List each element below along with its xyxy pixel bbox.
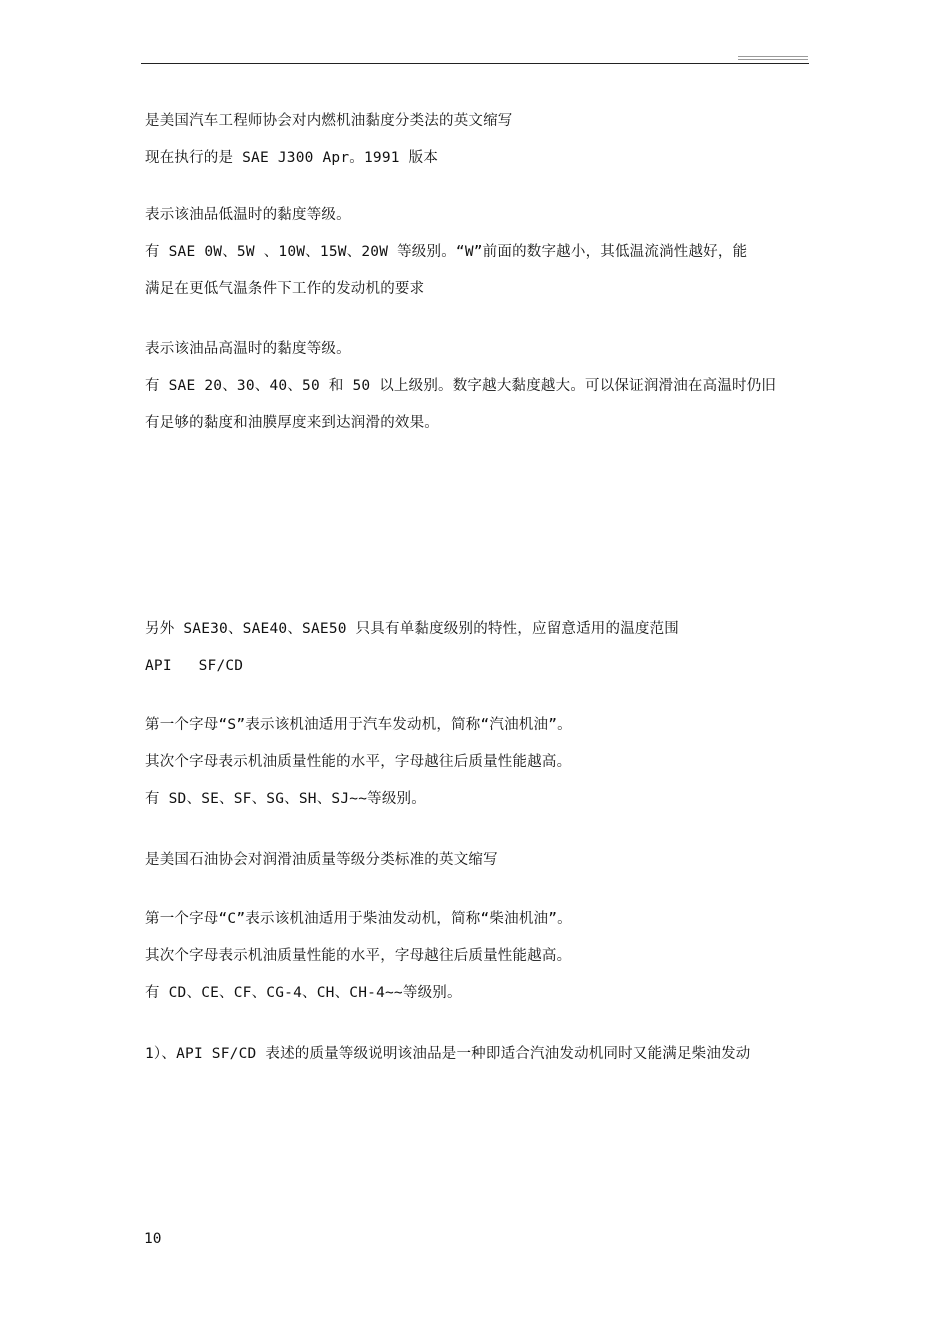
text-line: 有 SAE 0W、5W 、10W、15W、20W 等级别。“W”前面的数字越小，其低温流淌性越好，能: [145, 244, 748, 260]
header-rule: [141, 63, 809, 64]
header-decoration-line: [738, 59, 808, 60]
text-line: 是美国汽车工程师协会对内燃机油黏度分类法的英文缩写: [145, 113, 513, 129]
text-line: 是美国石油协会对润滑油质量等级分类标准的英文缩写: [145, 852, 498, 868]
text-line: 有 CD、CE、CF、CG-4、CH、CH-4~~等级别。: [145, 985, 462, 1001]
text-line: 满足在更低气温条件下工作的发动机的要求: [145, 281, 425, 297]
text-line: API SF/CD: [145, 658, 244, 674]
text-line: 表示该油品低温时的黏度等级。: [145, 207, 351, 223]
page-number: 10: [144, 1231, 162, 1247]
text-line: 第一个字母“C”表示该机油适用于柴油发动机，简称“柴油机油”。: [145, 911, 572, 927]
text-line: 表示该油品高温时的黏度等级。: [145, 341, 351, 357]
text-line: 有足够的黏度和油膜厚度来到达润滑的效果。: [145, 415, 439, 431]
text-line: 另外 SAE30、SAE40、SAE50 只具有单黏度级别的特性，应留意适用的温度范围: [145, 621, 680, 637]
header-decoration-line: [738, 56, 808, 57]
text-line: 第一个字母“S”表示该机油适用于汽车发动机，简称“汽油机油”。: [145, 717, 572, 733]
text-line: 现在执行的是 SAE J300 Apr。1991 版本: [145, 150, 439, 166]
text-line: 其次个字母表示机油质量性能的水平，字母越往后质量性能越高。: [145, 754, 572, 770]
text-line: 有 SAE 20、30、40、50 和 50 以上级别。数字越大黏度越大。可以保证润滑油在高温时仍旧: [145, 378, 777, 394]
text-line: 其次个字母表示机油质量性能的水平，字母越往后质量性能越高。: [145, 948, 572, 964]
text-line: 有 SD、SE、SF、SG、SH、SJ~~等级别。: [145, 791, 426, 807]
text-line: 1）、API SF/CD 表述的质量等级说明该油品是一种即适合汽油发动机同时又能满足柴油发动: [145, 1046, 751, 1062]
